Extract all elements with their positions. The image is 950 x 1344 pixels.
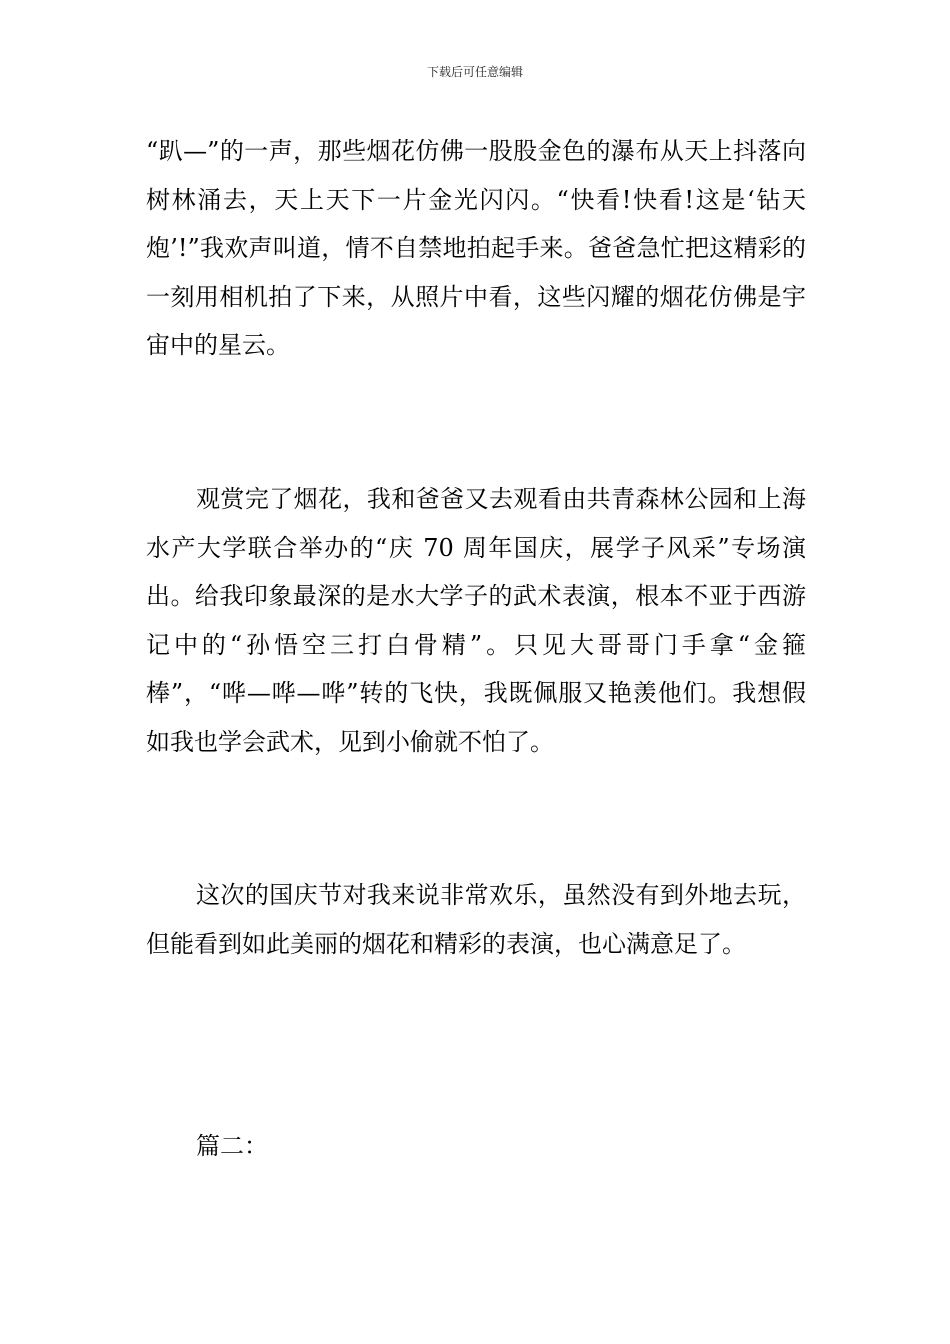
paragraph-conclusion: 这次的国庆节对我来说非常欢乐，虽然没有到外地去玩，但能看到如此美丽的烟花和精彩的表演，也心满意足了。: [146, 881, 806, 958]
section-heading: 篇二：: [196, 1132, 268, 1160]
page-header: 下载后可任意编辑: [426, 65, 523, 79]
paragraph-fireworks: “趴—”的一声，那些烟花仿佛一股股金色的瀑布从天上抖落向树林涌去，天上天下一片金光闪闪。“快看!快看!这是‘钻天炮’!”我欢声叫道，情不自禁地拍起手来。爸爸急忙把这精彩的一刻用相机拍了下来，从照片中看，这些闪耀的烟花仿佛是宇宙中的星云。: [146, 137, 806, 359]
paragraph-performance: 观赏完了烟花，我和爸爸又去观看由共青森林公园和上海水产大学联合举办的“庆 70 周年国庆，展学子风采”专场演出。给我印象最深的是水大学子的武术表演，根本不亚于西游记中的“孙悟空三打白骨精”。只见大哥哥门手拿“金箍棒”，“哗—哗—哗”转的飞快，我既佩服又艳羡他们。我想假如我也学会武术，见到小偷就不怕了。: [146, 485, 806, 756]
